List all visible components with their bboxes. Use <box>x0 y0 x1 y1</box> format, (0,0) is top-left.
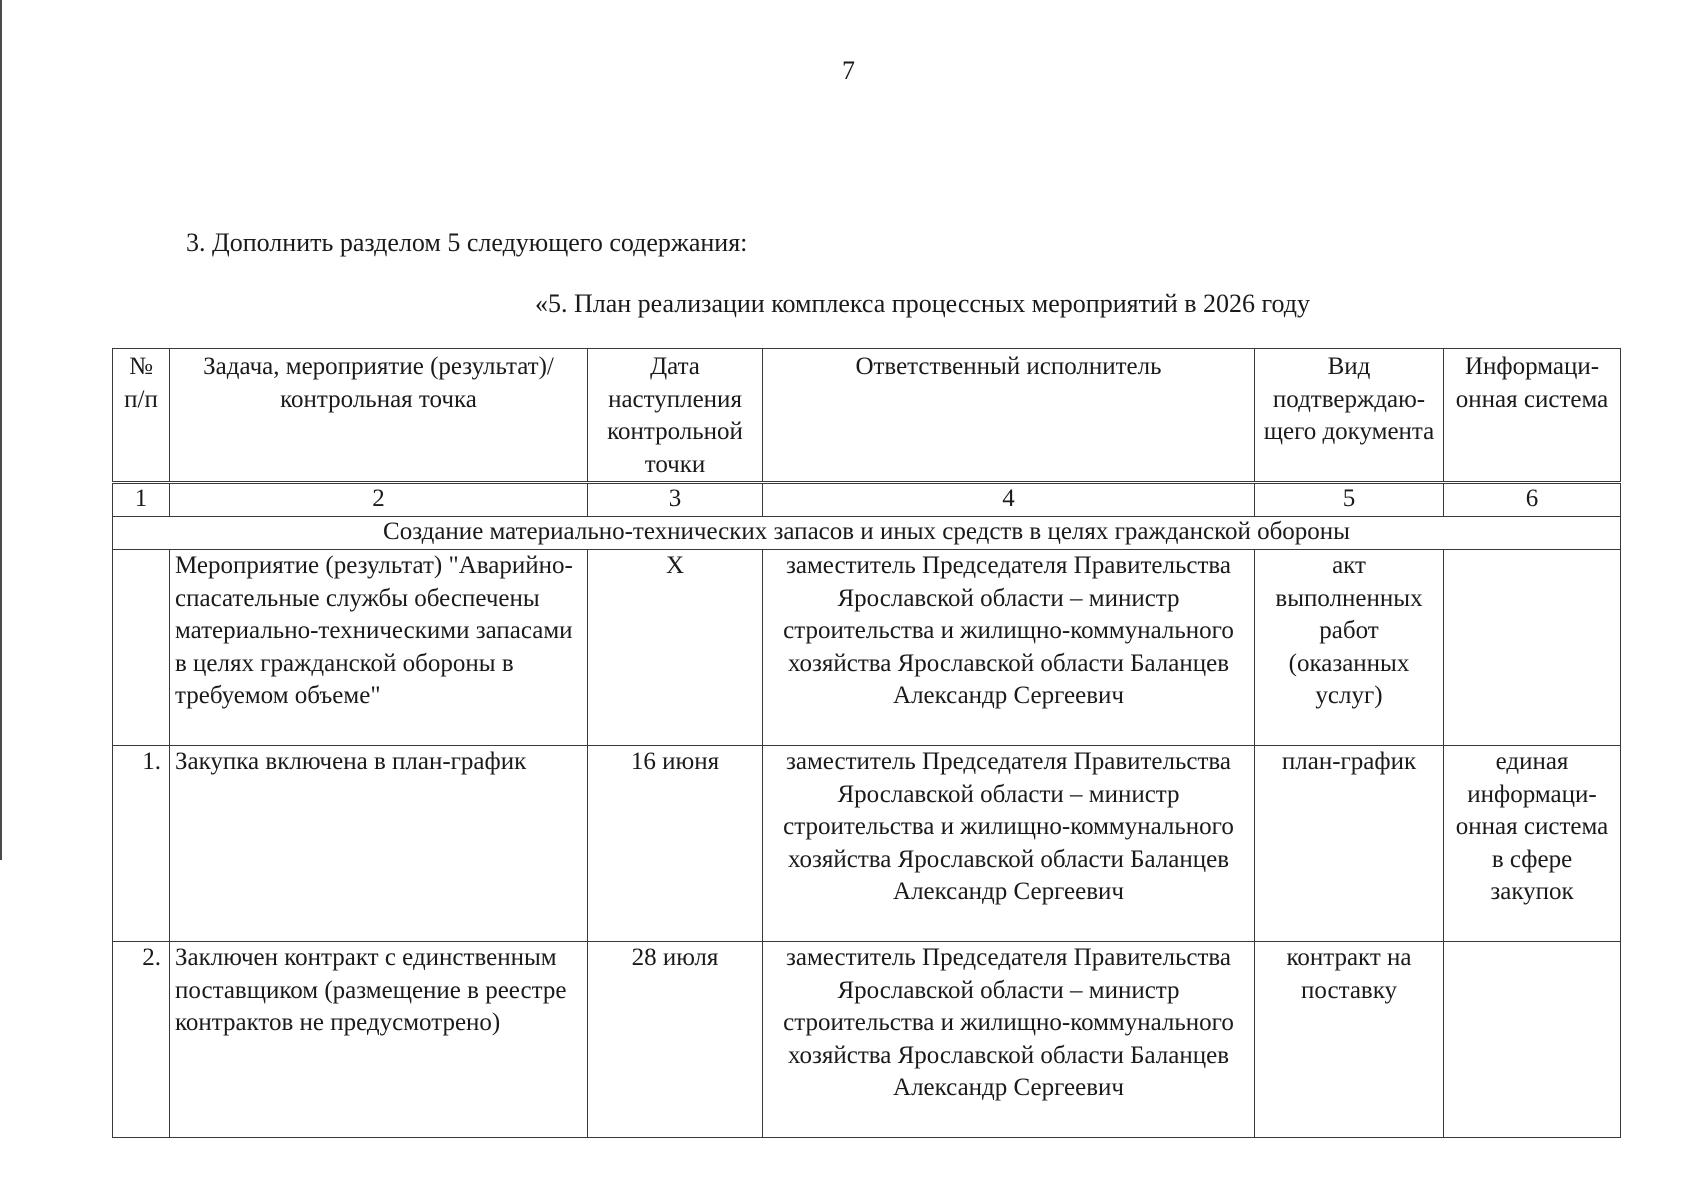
column-number: 2 <box>170 483 588 517</box>
row-task: Закупка включена в план-график <box>170 746 588 942</box>
row-date: 16 июня <box>588 746 763 942</box>
table-header-row <box>113 349 1621 483</box>
row-number: 2. <box>113 942 170 1138</box>
column-number: 3 <box>588 483 763 517</box>
row-executor: заместитель Председателя Правительства Ярославской области – министр строительства и жилищно-коммунального хозяйства Ярославской области Баланцев Александр Сергеевич <box>763 550 1255 746</box>
row-document: план-график <box>1255 746 1444 942</box>
row-system <box>1444 550 1621 746</box>
row-task: Мероприятие (результат) "Аварийно-спасательные службы обеспечены материально-техническими запасами в целях гражданской обороны в требуемом объеме" <box>170 550 588 746</box>
row-date: X <box>588 550 763 746</box>
page-number: 7 <box>842 56 855 85</box>
plan-table <box>112 348 1621 1138</box>
header-cell-executor: Ответственный исполнитель <box>763 349 1255 483</box>
row-number <box>113 550 170 746</box>
scan-edge-line <box>0 0 2 860</box>
row-executor: заместитель Председателя Правительства Ярославской области – министр строительства и жилищно-коммунального хозяйства Ярославской области Баланцев Александр Сергеевич <box>763 746 1255 942</box>
row-document: контракт на поставку <box>1255 942 1444 1138</box>
table-row <box>113 550 1621 746</box>
table-row <box>113 942 1621 1138</box>
column-number: 1 <box>113 483 170 517</box>
row-system: единая информаци-онная система в сфере закупок <box>1444 746 1621 942</box>
group-title: Создание материально-технических запасов и иных средств в целях гражданской обороны <box>113 517 1621 550</box>
row-number: 1. <box>113 746 170 942</box>
header-cell-num: № п/п <box>113 349 170 483</box>
row-task: Заключен контракт с единственным поставщиком (размещение в реестре контрактов не предусмотрено) <box>170 942 588 1138</box>
column-number: 6 <box>1444 483 1621 517</box>
section-title: «5. План реализации комплекса процессных мероприятий в 2026 году <box>534 289 1311 318</box>
column-number: 4 <box>763 483 1255 517</box>
header-cell-document: Вид подтверждаю-щего документа <box>1255 349 1444 483</box>
intro-paragraph: 3. Дополнить разделом 5 следующего содержания: <box>186 228 748 257</box>
column-number-row <box>113 483 1621 517</box>
table-row <box>113 746 1621 942</box>
row-document: акт выполненных работ (оказанных услуг) <box>1255 550 1444 746</box>
row-date: 28 июля <box>588 942 763 1138</box>
header-cell-date: Дата наступления контрольной точки <box>588 349 763 483</box>
header-cell-task: Задача, мероприятие (результат)/ контрольная точка <box>170 349 588 483</box>
row-executor: заместитель Председателя Правительства Ярославской области – министр строительства и жилищно-коммунального хозяйства Ярославской области Баланцев Александр Сергеевич <box>763 942 1255 1138</box>
row-system <box>1444 942 1621 1138</box>
column-number: 5 <box>1255 483 1444 517</box>
header-cell-system: Информаци-онная система <box>1444 349 1621 483</box>
group-title-row <box>113 517 1621 550</box>
